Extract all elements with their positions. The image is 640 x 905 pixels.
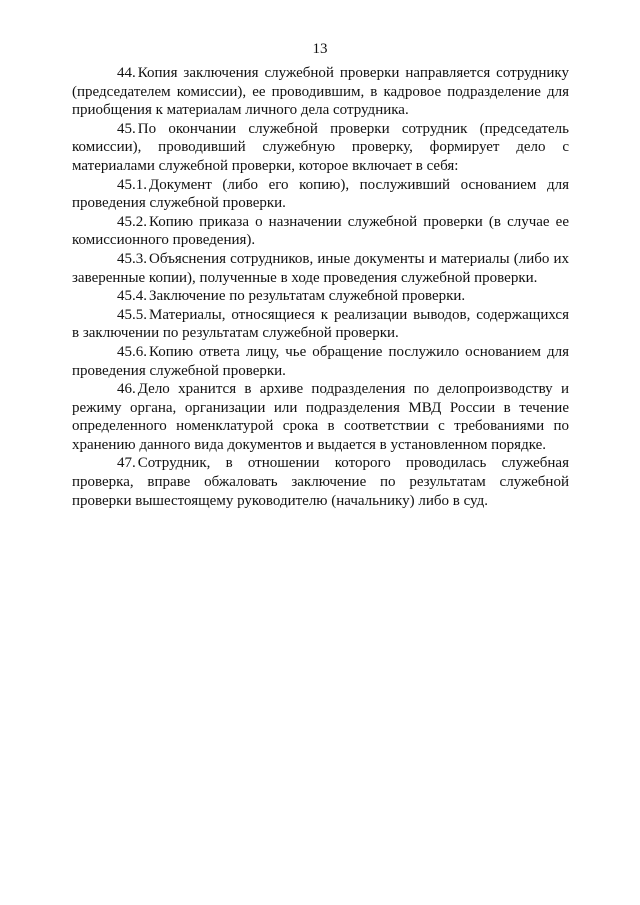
paragraph-text: Копию ответа лицу, чье обращение послужило основанием для проведения служебной проверки. — [72, 343, 569, 379]
page-number: 13 — [312, 41, 328, 57]
paragraph-46 — [72, 380, 569, 454]
paragraph-45 — [72, 120, 569, 176]
paragraph-number: 45. — [117, 120, 136, 137]
paragraph-number: 47. — [117, 455, 136, 472]
paragraph-45-4 — [72, 287, 569, 306]
paragraph-45-3 — [72, 250, 569, 287]
paragraph-44 — [72, 64, 569, 120]
paragraph-text: Дело хранится в архиве подразделения по делопроизводству и режиму органа, организации или подразделения МВД России в течение определенного номенклатурой срока в соответствии с требованиями по хранению данного вида документов и выдается в установленном порядке. — [72, 381, 569, 453]
document-body — [72, 64, 569, 510]
paragraph-text: Материалы, относящиеся к реализации выводов, содержащихся в заключении по результатам служебной проверки. — [72, 306, 569, 342]
paragraph-text: Заключение по результатам служебной проверки. — [149, 288, 466, 305]
paragraph-number: 46. — [117, 381, 136, 398]
paragraph-47 — [72, 454, 569, 510]
paragraph-45-6 — [72, 343, 569, 380]
paragraph-text: Копию приказа о назначении служебной проверки (в случае ее комиссионного проведения). — [72, 213, 569, 249]
paragraph-number: 45.5. — [117, 306, 147, 323]
paragraph-number: 44. — [117, 65, 136, 81]
paragraph-text: Объяснения сотрудников, иные документы и материалы (либо их заверенные копии), полученные в ходе проведения служебной проверки. — [72, 250, 569, 286]
paragraph-number: 45.1. — [117, 176, 147, 193]
paragraph-number: 45.3. — [117, 250, 147, 267]
paragraph-text: Копия заключения служебной проверки направляется сотруднику (председателем комиссии), ее проводившим, в кадровое подразделение для приобщения к материалам личного дела сотрудника. — [72, 65, 569, 119]
paragraph-45-5 — [72, 306, 569, 343]
paragraph-number: 45.6. — [117, 343, 147, 360]
paragraph-number: 45.2. — [117, 213, 147, 230]
paragraph-number: 45.4. — [117, 288, 147, 305]
paragraph-text: Сотрудник, в отношении которого проводилась служебная проверка, вправе обжаловать заключение по результатам служебной проверки вышестоящему руководителю (начальнику) либо в суд. — [72, 455, 569, 509]
paragraph-45-2 — [72, 213, 569, 250]
paragraph-45-1 — [72, 176, 569, 213]
paragraph-text: По окончании служебной проверки сотрудник (председатель комиссии), проводивший служебную проверку, формирует дело с материалами служебной проверки, которое включает в себя: — [72, 120, 569, 174]
paragraph-text: Документ (либо его копию), послуживший основанием для проведения служебной проверки. — [72, 176, 569, 212]
